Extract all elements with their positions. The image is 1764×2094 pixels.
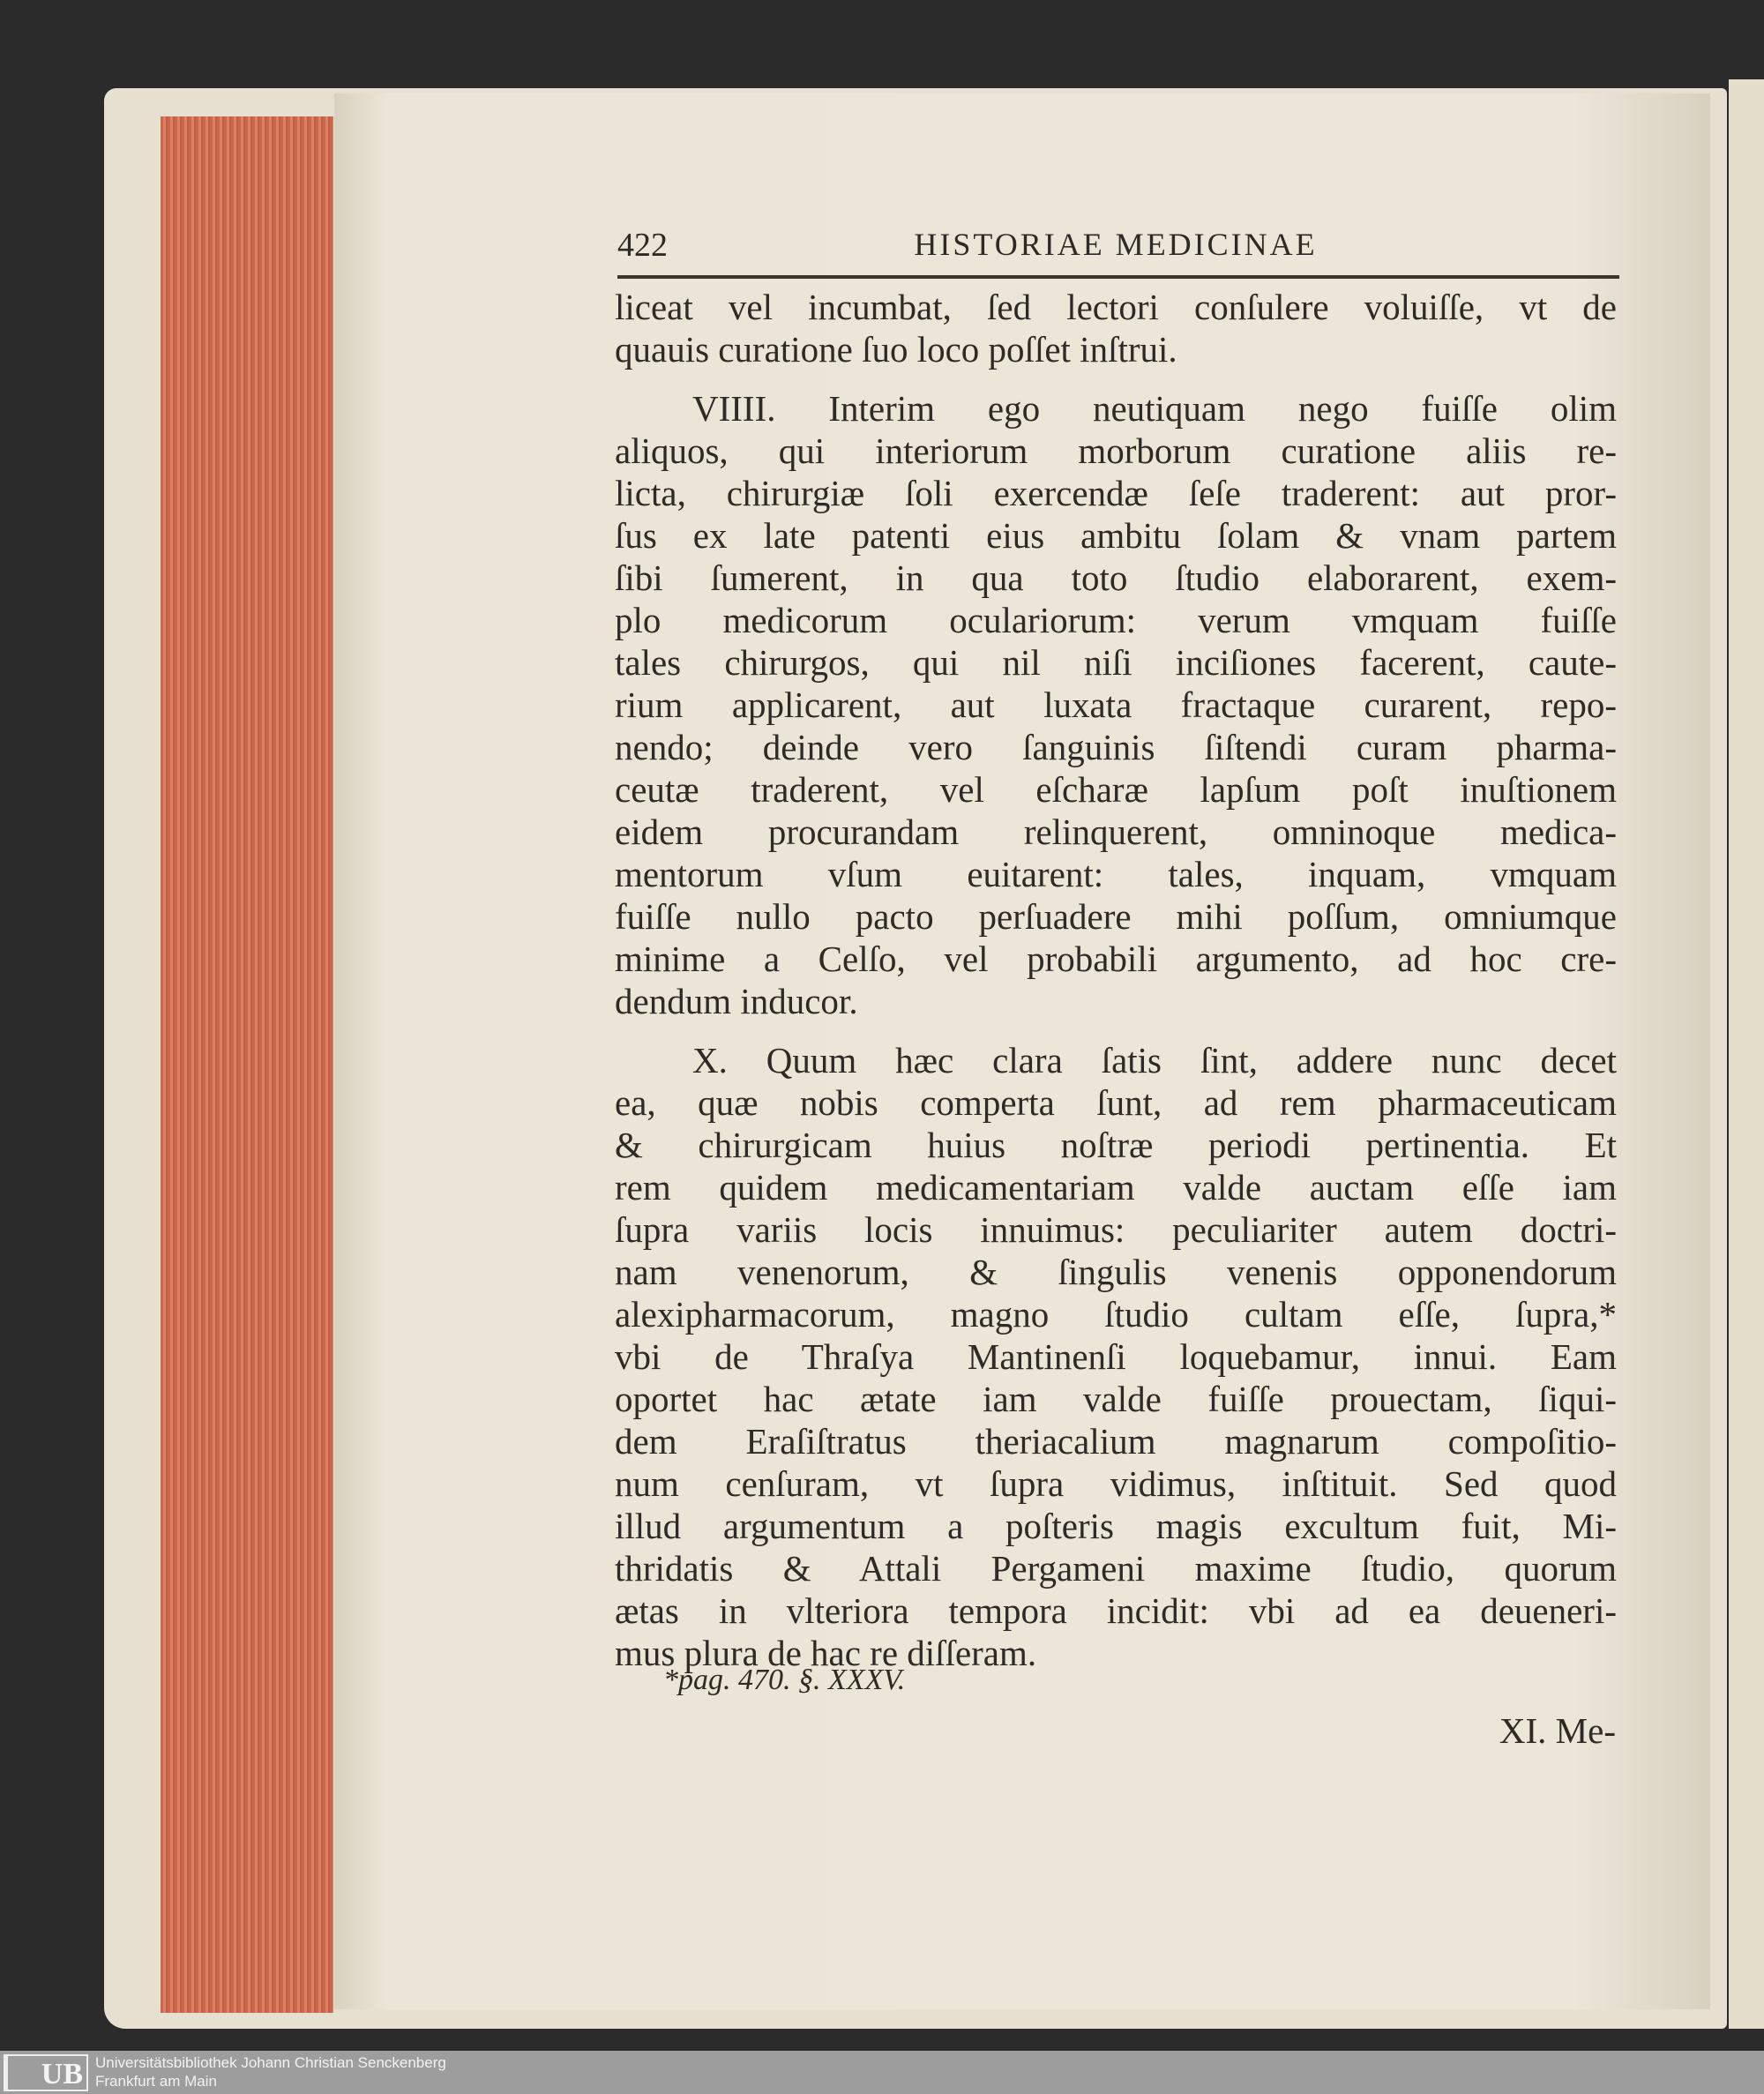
- facing-page-edge: [1729, 79, 1764, 2029]
- text-line: oportet hac ætate iam valde fuiſſe prouectam, ſiqui-: [615, 1379, 1617, 1419]
- text-line: X. Quum hæc clara ſatis ſint, addere nunc decet: [692, 1040, 1617, 1081]
- text-line: VIIII. Interim ego neutiquam nego fuiſſe olim: [692, 388, 1617, 429]
- text-line: minime a Celſo, vel probabili argumento, ad hoc cre-: [615, 939, 1617, 979]
- text-line: fuiſſe nullo pacto perſuadere mihi poſſum, omniumque: [615, 896, 1617, 937]
- text-line: num cenſuram, vt ſupra vidimus, inſtituit. Sed quod: [615, 1463, 1617, 1504]
- text-line: eidem procurandam relinquerent, omninoque medica-: [615, 811, 1617, 852]
- text-line: rium applicarent, aut luxata fractaque curarent, repo-: [615, 684, 1617, 725]
- text-line: alexipharmacorum, magno ſtudio cultam eſſe, ſupra,*: [615, 1294, 1617, 1335]
- text-line: quauis curatione ſuo loco poſſet inſtrui.: [615, 329, 1177, 370]
- text-line: nendo; deinde vero ſanguinis ſiſtendi curam pharma-: [615, 727, 1617, 767]
- text-line: plo medicorum oculariorum: verum vmquam fuiſſe: [615, 600, 1617, 640]
- text-line: dendum inducor.: [615, 981, 858, 1021]
- text-line: ſibi ſumerent, in qua toto ſtudio elaborarent, exem-: [615, 557, 1617, 598]
- text-line: ea, quæ nobis comperta ſunt, ad rem pharmaceuticam: [615, 1082, 1617, 1123]
- text-line: ætas in vlteriora tempora incidit: vbi ad ea deueneri-: [615, 1590, 1617, 1631]
- text-line: mus plura de hac re diſſeram.: [615, 1633, 1037, 1673]
- page-number: 422: [617, 227, 668, 264]
- text-line: licta, chirurgiæ ſoli exercendæ ſeſe traderent: aut pror-: [615, 473, 1617, 513]
- text-line: rem quidem medicamentariam valde auctam eſſe iam: [615, 1167, 1617, 1208]
- running-title: HISTORIAE MEDICINAE: [914, 227, 1318, 262]
- text-line: mentorum vſum euitarent: tales, inquam, vmquam: [615, 854, 1617, 894]
- catchword: XI. Me-: [1499, 1710, 1616, 1751]
- institution-name: Universitätsbibliothek Johann Christian Senckenberg: [95, 2054, 446, 2071]
- text-line: & chirurgicam huius noſtræ periodi pertinentia. Et: [615, 1125, 1617, 1165]
- page-edges: [161, 116, 333, 2013]
- text-line: dem Eraſiſtratus theriacalium magnarum compoſitio-: [615, 1421, 1617, 1462]
- text-line: liceat vel incumbat, ſed lectori conſulere voluiſſe, vt de: [615, 287, 1617, 327]
- ub-logo: UB: [4, 2054, 88, 2091]
- footer-bar: [0, 2051, 1764, 2094]
- text-line: ceutæ traderent, vel eſcharæ lapſum poſt inuſtionem: [615, 769, 1617, 810]
- text-line: vbi de Thraſya Mantinenſi loquebamur, innui. Eam: [615, 1336, 1617, 1377]
- text-line: aliquos, qui interiorum morborum curatione aliis re-: [615, 430, 1617, 471]
- institution-city: Frankfurt am Main: [95, 2073, 217, 2090]
- footnote: *pag. 470. §. XXXV.: [663, 1664, 906, 1696]
- text-line: thridatis & Attali Pergameni maxime ſtudio, quorum: [615, 1548, 1617, 1589]
- text-line: illud argumentum a poſteris magis excultum fuit, Mi-: [615, 1506, 1617, 1546]
- text-line: tales chirurgos, qui nil niſi inciſiones facerent, caute-: [615, 642, 1617, 683]
- header-rule: [617, 275, 1619, 279]
- text-line: ſus ex late patenti eius ambitu ſolam & vnam partem: [615, 515, 1617, 556]
- text-line: nam venenorum, & ſingulis venenis opponendorum: [615, 1252, 1617, 1292]
- text-line: ſupra variis locis innuimus: peculiariter autem doctri-: [615, 1209, 1617, 1250]
